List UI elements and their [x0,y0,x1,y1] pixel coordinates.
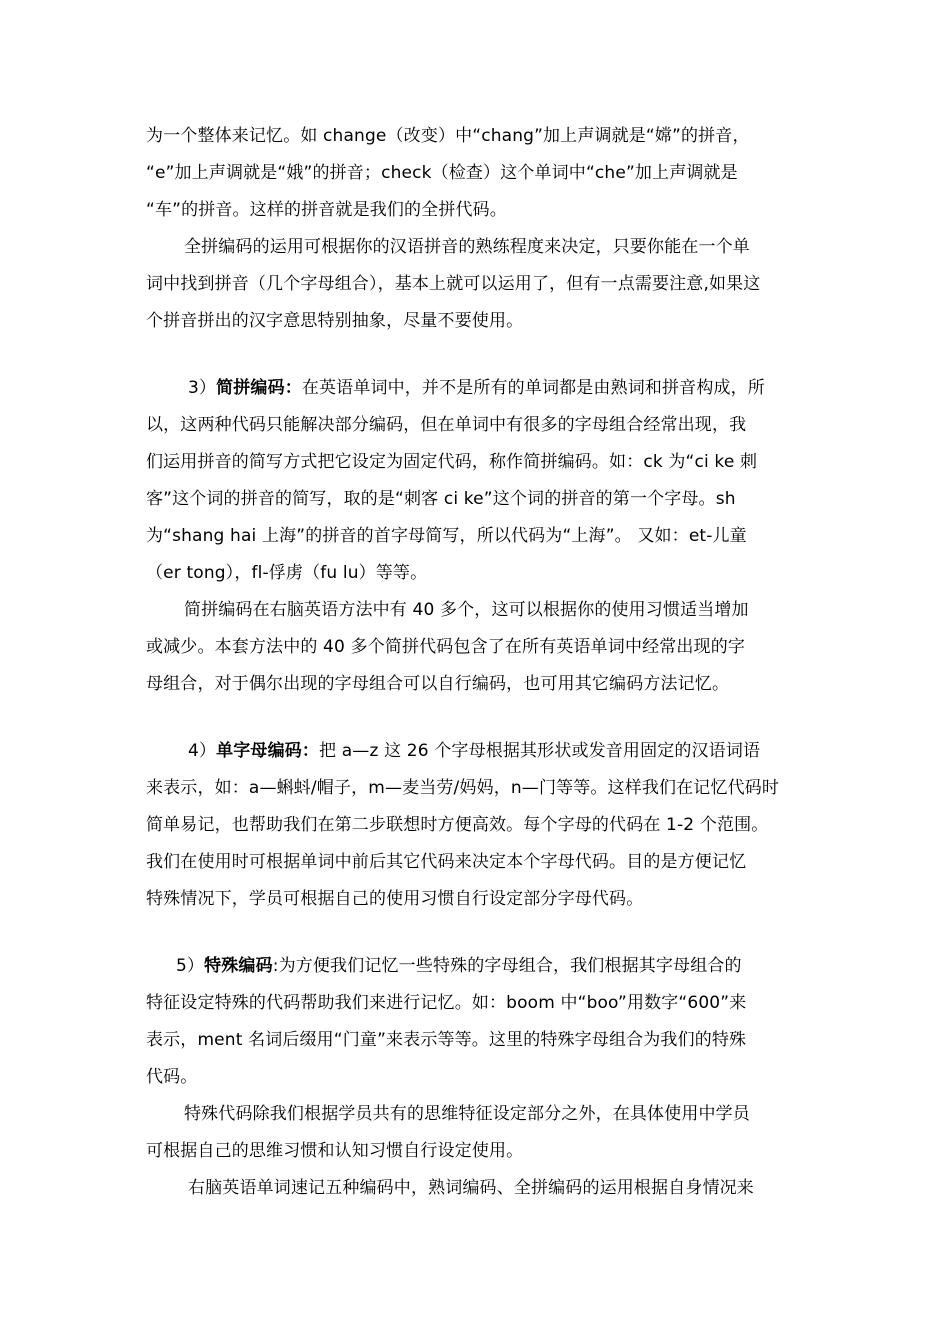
text-line: 我们在使用时可根据单词中前后其它代码来决定本个字母代码。目的是方便记忆 [146,852,747,872]
section-heading: 简拼编码： [216,378,302,398]
text-line: 表示，ment 名词后缀用“门童”来表示等等。这里的特殊字母组合为我们的特殊 [146,1030,747,1050]
section-first-line-text: 把 a—z 这 26 个字母根据其形状或发音用固定的汉语词语 [319,741,761,761]
text-line: 词中找到拼音（几个字母组合），基本上就可以运用了，但有一点需要注意,如果这 [146,274,761,294]
section-first-line-text: :为方便我们记忆一些特殊的字母组合，我们根据其字母组合的 [272,956,742,976]
text-line: 以，这两种代码只能解决部分编码，但在单词中有很多的字母组合经常出现，我 [146,415,747,435]
text-line: 或减少。本套方法中的 40 多个简拼代码包含了在所有英语单词中经常出现的字 [146,637,745,657]
text-line: 客”这个词的拼音的简写，取的是“刺客 ci ke”这个词的拼音的第一个字母。sh [146,489,736,509]
text-line: “e”加上声调就是“娥”的拼音；check（检查）这个单词中“che”加上声调就是 [146,163,738,183]
text-line: 简单易记，也帮助我们在第二步联想时方便高效。每个字母的代码在 1-2 个范围。 [146,815,769,835]
text-line: 为一个整体来记忆。如 change（改变）中“chang”加上声调就是“嫦”的拼音， [146,126,750,146]
section-number: 3） [188,378,217,398]
section-first-line-text: 在英语单词中，并不是所有的单词都是由熟词和拼音构成，所 [301,378,765,398]
text-line: 为“shang hai 上海”的拼音的首字母简写，所以代码为“上海”。 又如：et-儿童 [146,526,747,546]
section-number: 5） [176,956,205,976]
text-line: （er tong），fl-俘虏（fu lu）等等。 [146,563,428,583]
text-line: 个拼音拼出的汉字意思特别抽象，尽量不要使用。 [146,311,524,331]
text-line: 母组合，对于偶尔出现的字母组合可以自行编码，也可用其它编码方法记忆。 [146,674,730,694]
section-heading-line [176,954,742,978]
section-heading: 特殊编码 [204,956,273,976]
text-line: “车”的拼音。这样的拼音就是我们的全拼代码。 [146,200,507,220]
text-line: 简拼编码在右脑英语方法中有 40 多个，这可以根据你的使用习惯适当增加 [184,600,749,620]
text-line: 全拼编码的运用可根据你的汉语拼音的熟练程度来决定，只要你能在一个单 [184,237,750,257]
text-line: 右脑英语单词速记五种编码中，熟词编码、全拼编码的运用根据自身情况来 [188,1178,754,1198]
section-heading-line [188,739,760,763]
text-line: 们运用拼音的简写方式把它设定为固定代码，称作简拼编码。如：ck 为“ci ke 刺 [146,452,758,472]
text-line: 可根据自己的思维习惯和认知习惯自行设定使用。 [146,1141,524,1161]
text-line: 特征设定特殊的代码帮助我们来进行记忆。如：boom 中“boo”用数字“600”来 [146,993,747,1013]
text-line: 特殊情况下，学员可根据自己的使用习惯自行设定部分字母代码。 [146,889,644,909]
text-line: 特殊代码除我们根据学员共有的思维特征设定部分之外，在具体使用中学员 [184,1104,750,1124]
section-number: 4） [188,741,217,761]
section-heading-line [188,376,765,400]
text-line: 来表示，如：a—蝌蚪/帽子，m—麦当劳/妈妈，n—门等等。这样我们在记忆代码时 [146,778,780,798]
section-heading: 单字母编码： [216,741,320,761]
text-line: 代码。 [146,1067,198,1087]
